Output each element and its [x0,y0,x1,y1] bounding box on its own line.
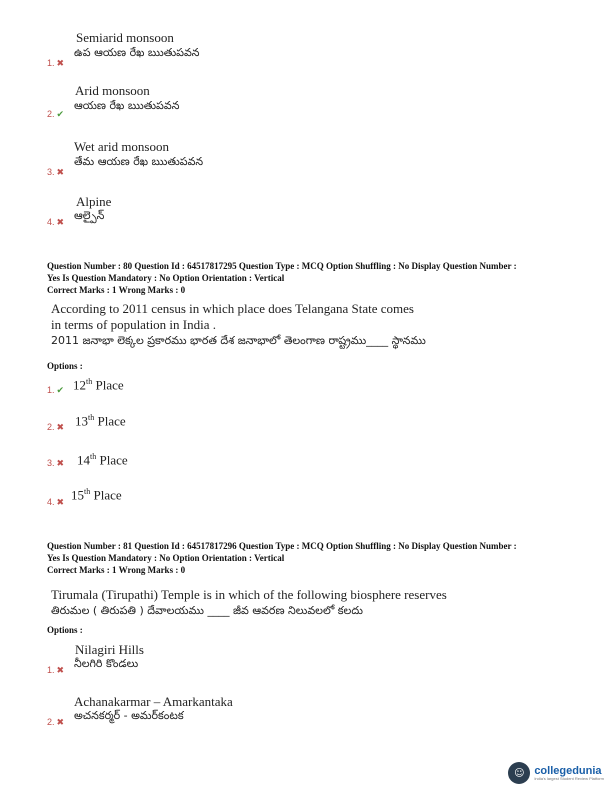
question-marks: Correct Marks : 1 Wrong Marks : 0 [47,285,186,295]
logo-tagline: India's largest Student Review Platform [534,775,604,781]
option-text-en: Alpine [76,194,112,209]
option-number: 1. ✔ [47,385,65,395]
option-number: 1. ✖ [47,58,65,68]
option-text: 15th Place [71,487,122,503]
question-meta-line2: Yes Is Question Mandatory : No Option Orientation : Vertical [47,273,285,283]
option-text-en: Wet arid monsoon [74,139,169,154]
option-text-te: అచనకర్మర్ - అమర్‌కంటక [74,709,184,722]
option-number: 1. ✖ [47,665,65,675]
question-text: Tirumala (Tirupathi) Temple is in which of the following biosphere reserves [51,587,447,602]
question-text-te: 2011 జనాభా లెక్కల ప్రకారము భారత దేశ జనాభాలో తెలంగాణ రాష్ట్రము____ స్థానము [51,334,426,347]
wrong-icon: ✖ [56,58,65,68]
option-text-te: నీలగిరి కొండలు [74,657,139,670]
wrong-icon: ✖ [56,665,65,675]
option-text-en: Nilagiri Hills [75,642,144,657]
option-text: 13th Place [75,413,126,429]
option-number: 2. ✖ [47,717,65,727]
option-number: 4. ✖ [47,217,65,227]
option-text-en: Arid monsoon [75,83,150,98]
question-meta-line2: Yes Is Question Mandatory : No Option Orientation : Vertical [47,553,285,563]
option-text-te: తేమ ఆయణ రేఖ ఋతుపవన [74,155,204,168]
question-text-cont: in terms of population in India . [51,317,217,332]
wrong-icon: ✖ [56,422,65,432]
option-text-te: ఆయణ రేఖ ఋతుపవన [74,99,180,112]
logo-name: collegedunia [534,764,602,777]
wrong-icon: ✖ [56,217,65,227]
option-text: 12th Place [73,377,124,393]
option-text-en: Achanakarmar – Amarkantaka [74,694,233,709]
question-meta-line1: Question Number : 81 Question Id : 64517817296 Question Type : MCQ Option Shuffling : No Display Question Number : [47,541,517,551]
checkmark-icon: ✔ [56,385,65,395]
question-text-te: తిరుమల ( తిరుపతి ) దేవాలయము ____ జీవ ఆవరణ నిలువలలో కలదు [51,604,363,617]
option-number: 3. ✖ [47,167,65,177]
option-text-te: ఉప ఆయణ రేఖ ఋతుపవన [74,46,200,59]
option-number: 3. ✖ [47,458,65,468]
wrong-icon: ✖ [56,717,65,727]
checkmark-icon: ✔ [56,109,65,119]
question-marks: Correct Marks : 1 Wrong Marks : 0 [47,565,186,575]
question-meta-line1: Question Number : 80 Question Id : 64517817295 Question Type : MCQ Option Shuffling : No Display Question Number : [47,261,517,271]
option-number: 4. ✖ [47,497,65,507]
mascot-icon: ☺ [508,762,530,784]
wrong-icon: ✖ [56,458,65,468]
collegedunia-logo [508,762,604,784]
option-text-en: Semiarid monsoon [76,30,174,45]
option-number: 2. ✔ [47,109,65,119]
option-text-te: ఆల్పైన్ [74,209,105,222]
options-label: Options : [47,625,83,635]
options-label: Options : [47,361,83,371]
option-text: 14th Place [77,452,128,468]
option-number: 2. ✖ [47,422,65,432]
wrong-icon: ✖ [56,167,65,177]
wrong-icon: ✖ [56,497,65,507]
question-text: According to 2011 census in which place does Telangana State comes [51,301,414,316]
